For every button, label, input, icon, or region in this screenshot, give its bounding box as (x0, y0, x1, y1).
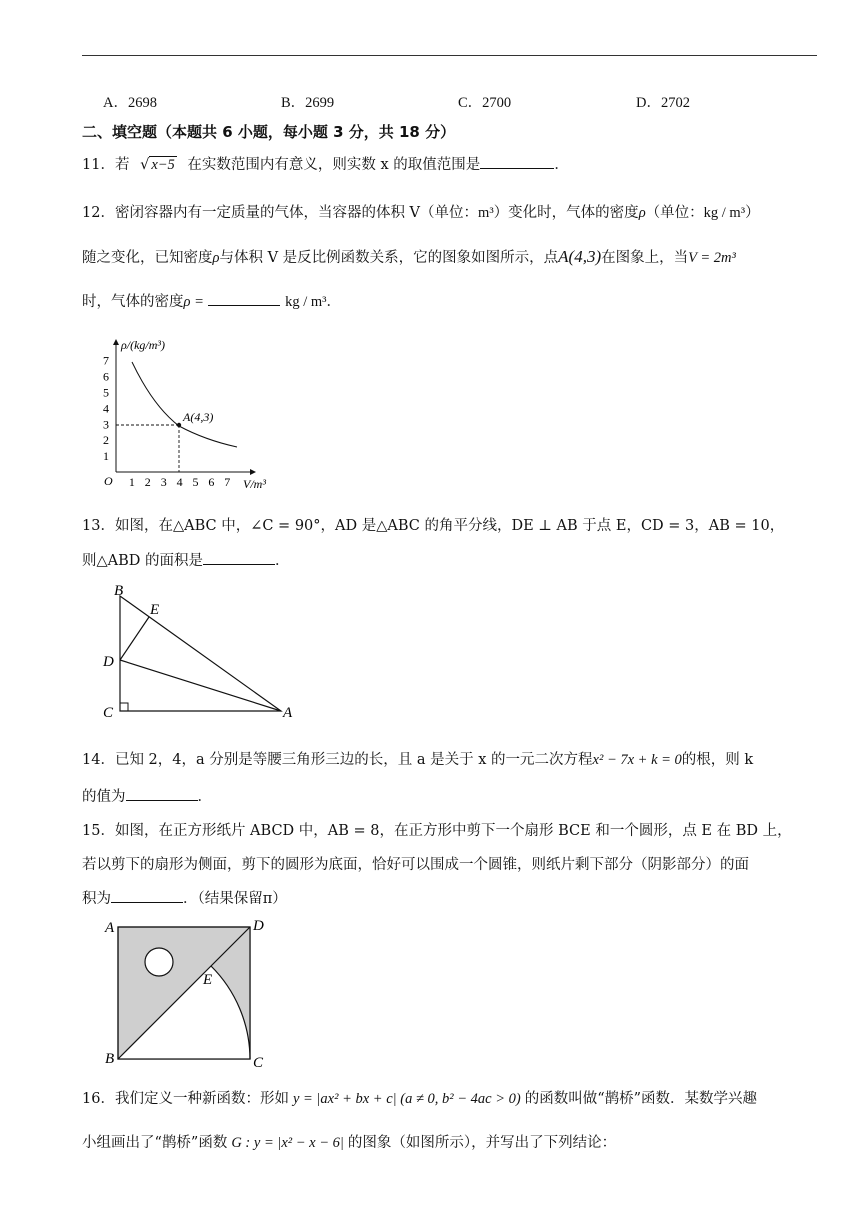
answer-blank-14[interactable] (126, 786, 198, 801)
label-d: D (103, 654, 114, 670)
origin-label: O (104, 474, 113, 488)
option-d: D．2702 (636, 95, 690, 111)
question-11: 11．若 √ x−5 在实数范围内有意义，则实数 x 的取值范围是 ． (82, 153, 569, 174)
label-a: A (283, 705, 293, 721)
answer-blank-13[interactable] (203, 550, 275, 565)
point-a-label: A(4,3) (183, 410, 214, 424)
question-15-line-2: 若以剪下的扇形为侧面，剪下的圆形为底面，恰好可以围成一个圆锥，则纸片剩下部分（阴影部分）的面 (82, 857, 749, 873)
option-a: A．2698 (103, 95, 157, 111)
label-c: C (253, 1055, 264, 1071)
question-14-line-2: 的值为 ． (82, 785, 212, 806)
label-b: B (114, 583, 124, 599)
cut-circle (145, 948, 173, 976)
y-tick-label-7: 7 (103, 353, 109, 368)
point-a (177, 423, 181, 427)
y-tick-label-6: 6 (103, 369, 109, 384)
label-c: C (103, 705, 114, 721)
question-15-line-3: 积为 ．（结果保留π） (82, 887, 287, 908)
inverse-curve (132, 362, 237, 447)
label-e: E (150, 602, 160, 618)
y-tick-label-2: 2 (103, 433, 109, 448)
segment-ad (120, 660, 281, 711)
question-13-line-2: 则△ABD 的面积是 ． (82, 549, 290, 570)
y-tick-label-1: 1 (103, 449, 109, 464)
header-rule (82, 55, 817, 56)
x-axis-label: V/m³ (243, 477, 266, 491)
question-16-line-2: 小组画出了“鹊桥”函数 G : y = |x² − x − 6| 的图象（如图所示），并写出了下列结论： (82, 1135, 617, 1151)
label-d: D (253, 918, 264, 934)
triangle-figure (100, 580, 310, 725)
triangle-abc (120, 596, 281, 711)
x-tick-label-5: 5 (192, 475, 199, 489)
answer-blank-12[interactable] (208, 291, 280, 306)
question-15-line-1: 15．如图，在正方形纸片 ABCD 中，AB = 8，在正方形中剪下一个扇形 BCE 和一个圆形，点 E 在 BD 上， (82, 823, 792, 839)
label-a: A (105, 920, 115, 936)
y-tick-label-5: 5 (103, 385, 109, 400)
question-12-line-3: 时，气体的密度ρ = kg / m³． (82, 290, 341, 311)
answer-blank-11[interactable] (480, 154, 554, 169)
x-tick-label-7: 7 (224, 475, 231, 489)
option-c: C．2700 (458, 95, 512, 111)
square-figure (100, 915, 275, 1070)
label-e: E (203, 972, 213, 988)
x-tick-label-1: 1 (128, 475, 135, 489)
x-tick-label-2: 2 (144, 475, 151, 489)
y-tick-label-3: 3 (103, 417, 109, 432)
x-tick-label-4: 4 (176, 475, 183, 489)
option-b: B．2699 (281, 95, 335, 111)
question-12-line-1: 12．密闭容器内有一定质量的气体，当容器的体积 V（单位：m³）变化时，气体的密度ρ（单位：kg / m³） (82, 205, 760, 221)
y-tick-label-4: 4 (103, 401, 109, 416)
section-title: 二、填空题（本题共 6 小题，每小题 3 分，共 18 分） (82, 123, 456, 141)
density-graph (95, 336, 295, 496)
y-axis-label: ρ/(kg/m³) (121, 338, 166, 352)
right-angle-mark (120, 703, 128, 711)
question-16-line-1: 16．我们定义一种新函数：形如 y = |ax² + bx + c| (a ≠ 0, b² − 4ac > 0) 的函数叫做“鹊桥”函数．某数学兴趣 (82, 1091, 758, 1107)
x-tick-label-6: 6 (208, 475, 215, 489)
x-tick-label-3: 3 (160, 475, 167, 489)
label-b: B (105, 1051, 115, 1067)
radicand: x−5 (151, 157, 175, 173)
question-14-line-1: 14．已知 2，4，a 分别是等腰三角形三边的长，且 a 是关于 x 的一元二次方程x² − 7x + k = 0的根，则 k (82, 752, 754, 768)
answer-blank-15[interactable] (111, 888, 183, 903)
question-13-line-1: 13．如图，在△ABC 中，∠C = 90°，AD 是△ABC 的角平分线，DE ⊥ AB 于点 E，CD = 3，AB = 10， (82, 518, 785, 534)
segment-de (120, 617, 149, 660)
question-12-line-2: 随之变化，已知密度ρ与体积 V 是反比例函数关系，它的图象如图所示，点A(4,3)在图象上，当V = 2m³ (82, 247, 736, 266)
